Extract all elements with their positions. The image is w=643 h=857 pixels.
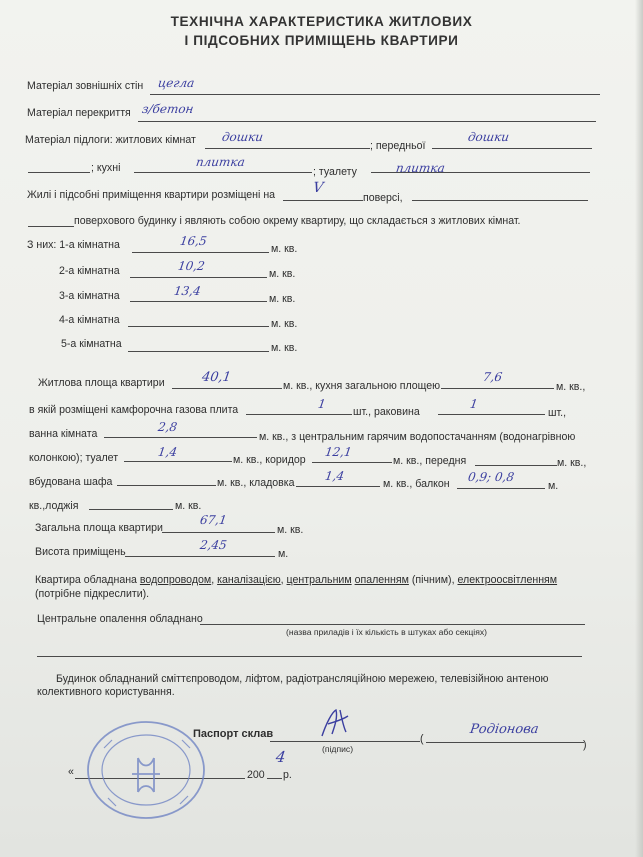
equipment-intro: Квартира обладнана: [35, 574, 137, 586]
total-area-line: [162, 532, 275, 533]
room-3-unit: м. кв.: [269, 293, 296, 305]
passport-sign-hint: (підпис): [322, 744, 354, 754]
balcony-label: м. кв., балкон: [383, 478, 450, 490]
equipment-central: центральним: [286, 574, 352, 586]
location-text-3: поверхового будинку і являють собою окрему квартиру, що складається з житлових кімнат.: [74, 215, 521, 227]
page-subtitle: І ПІДСОБНИХ ПРИМІЩЕНЬ КВАРТИРИ: [184, 33, 459, 48]
floor-hall-line: [432, 148, 592, 149]
floor-kitchen-value: плитка: [195, 155, 246, 169]
rooms-intro: З них: 1-а кімнатна: [27, 239, 120, 251]
heating-hint: (назва приладів і їх кількість в штуках або секціях): [286, 627, 488, 637]
bath-value: 2,8: [157, 420, 179, 434]
floor-kitchen-pre-line: [28, 172, 90, 173]
equipment-line-1: Квартира обладнана водопроводом, каналізацією, центральним опаленням (пічним), електроосвітленням: [35, 574, 558, 586]
hall-label: м. кв., передня: [393, 455, 467, 467]
location-tail-line: [412, 200, 588, 201]
stove-label: в якій розміщені камфорочна газова плита: [29, 404, 239, 416]
corridor-value: 12,1: [324, 445, 353, 459]
total-area-value: 67,1: [199, 513, 228, 527]
heating-line: [200, 624, 585, 625]
corridor-line: [312, 462, 392, 463]
floor-kitchen-line: [134, 172, 312, 173]
room-4-line: [128, 326, 269, 327]
pantry-value: 1,4: [324, 469, 346, 483]
room-1-line: [132, 252, 269, 253]
date-open: «: [68, 766, 74, 778]
room-2-unit: м. кв.: [269, 268, 296, 280]
toilet-text: колонкою); туалет: [29, 452, 119, 464]
floor-kitchen-label: ; кухні: [91, 162, 121, 174]
hall-unit: м. кв.,: [557, 457, 587, 469]
floor-hall-value: дошки: [467, 130, 511, 144]
year-line: [267, 778, 282, 779]
total-area-unit: м. кв.: [277, 524, 304, 536]
room-4-label: 4-а кімнатна: [59, 314, 120, 326]
living-area-label: Житлова площа квартири: [38, 377, 165, 389]
equipment-sewage: каналізацією: [217, 574, 281, 586]
living-area-unit: м. кв., кухня загальною площею: [283, 380, 441, 392]
walls-value: цегла: [157, 76, 196, 90]
ceiling-line: [138, 121, 596, 122]
kitchen-area-value: 7,6: [482, 370, 504, 384]
room-4-unit: м. кв.: [271, 318, 298, 330]
location-storeys-line: [28, 226, 74, 227]
floor-hall-label: ; передньої: [370, 140, 426, 152]
balcony-value: 0,9; 0,8: [467, 470, 516, 484]
stove-unit: шт., раковина: [353, 406, 420, 418]
sink-line: [438, 414, 545, 415]
room-1-value: 16,5: [179, 234, 208, 248]
heating-line-2: [37, 656, 582, 657]
sink-value: 1: [469, 397, 479, 411]
bath-unit: м. кв., з центральним гарячим водопостачанням (водонагрівною: [259, 431, 576, 443]
room-3-label: 3-а кімнатна: [59, 290, 120, 302]
equipment-stove: (пічним),: [411, 574, 455, 586]
room-2-value: 10,2: [177, 259, 206, 273]
paren-open: (: [420, 733, 424, 745]
room-5-line: [128, 351, 269, 352]
living-area-value: 40,1: [200, 370, 233, 385]
page-title: ТЕХНІЧНА ХАРАКТЕРИСТИКА ЖИТЛОВИХ: [170, 14, 473, 29]
bath-label: ванна кімната: [29, 428, 98, 440]
stove-line: [246, 414, 352, 415]
kitchen-area-line: [441, 388, 554, 389]
page-edge-shadow: [635, 0, 643, 857]
living-area-line: [172, 388, 282, 389]
heating-label: Центральне опалення обладнано: [37, 613, 203, 625]
wardrobe-line: [117, 485, 216, 486]
floor-label: Матеріал підлоги: житлових кімнат: [25, 134, 196, 146]
equipment-water: водопроводом: [139, 574, 212, 586]
passport-label: Паспорт склав: [193, 728, 274, 740]
height-unit: м.: [278, 548, 289, 560]
loggia-label: кв.,лоджія: [29, 500, 79, 512]
toilet-value: 1,4: [157, 445, 179, 459]
room-3-line: [130, 301, 267, 302]
height-line: [125, 556, 275, 557]
walls-label: Матеріал зовнішніх стін: [27, 80, 144, 92]
toilet-line: [124, 461, 232, 462]
room-2-label: 2-а кімнатна: [59, 265, 120, 277]
kitchen-area-unit: м. кв.,: [556, 381, 586, 393]
room-5-unit: м. кв.: [271, 342, 298, 354]
floor-living-line: [205, 148, 370, 149]
floor-toilet-value: плитка: [395, 161, 446, 175]
pantry-line: [296, 486, 380, 487]
ceiling-value: з/бетон: [141, 102, 195, 116]
building-line-1: Будинок обладнаний сміттєпроводом, ліфтом, радіотрансляційною мережею, телевізійною антеною: [56, 673, 549, 685]
location-text-2: поверсі,: [363, 192, 403, 204]
hall-line: [475, 465, 557, 466]
location-text-1: Жилі і підсобні приміщення квартири розміщені на: [27, 189, 276, 201]
height-value: 2,45: [199, 538, 228, 552]
passport-name-value: Родіонова: [468, 722, 540, 737]
balcony-unit: м.: [548, 480, 559, 492]
year-value: 4: [274, 748, 287, 766]
signature-scribble: [318, 706, 354, 740]
height-label: Висота приміщень: [35, 546, 126, 558]
room-1-unit: м. кв.: [271, 243, 298, 255]
location-floor-value: V: [311, 180, 325, 196]
loggia-line: [89, 509, 173, 510]
passport-sign-line: [270, 741, 420, 742]
wardrobe-label: вбудована шафа: [29, 476, 113, 488]
equipment-electric: електроосвітленням: [457, 574, 558, 586]
room-3-value: 13,4: [173, 284, 202, 298]
loggia-unit: м. кв.: [175, 500, 202, 512]
building-line-2: колективного користування.: [37, 686, 175, 698]
equipment-heating: опаленням: [354, 574, 409, 586]
room-2-line: [130, 277, 267, 278]
pantry-label: м. кв., кладовка: [217, 477, 295, 489]
room-5-label: 5-а кімнатна: [61, 338, 122, 350]
official-stamp: [82, 718, 212, 822]
floor-living-value: дошки: [221, 130, 265, 144]
passport-name-line: [426, 742, 584, 743]
year-suffix: р.: [283, 769, 292, 781]
total-area-label: Загальна площа квартири: [35, 522, 163, 534]
equipment-line-2: (потрібне підкреслити).: [35, 588, 150, 600]
year-prefix: 200: [247, 769, 265, 781]
location-floor-line: [283, 200, 363, 201]
walls-line: [150, 94, 600, 95]
sink-unit: шт.,: [548, 407, 567, 419]
balcony-line: [457, 488, 545, 489]
bath-line: [104, 437, 257, 438]
paren-close: ): [583, 739, 587, 751]
ceiling-label: Матеріал перекриття: [27, 107, 131, 119]
corridor-label: м. кв., коридор: [233, 454, 306, 466]
stove-value: 1: [317, 397, 327, 411]
floor-toilet-label: ; туалету: [313, 166, 357, 178]
